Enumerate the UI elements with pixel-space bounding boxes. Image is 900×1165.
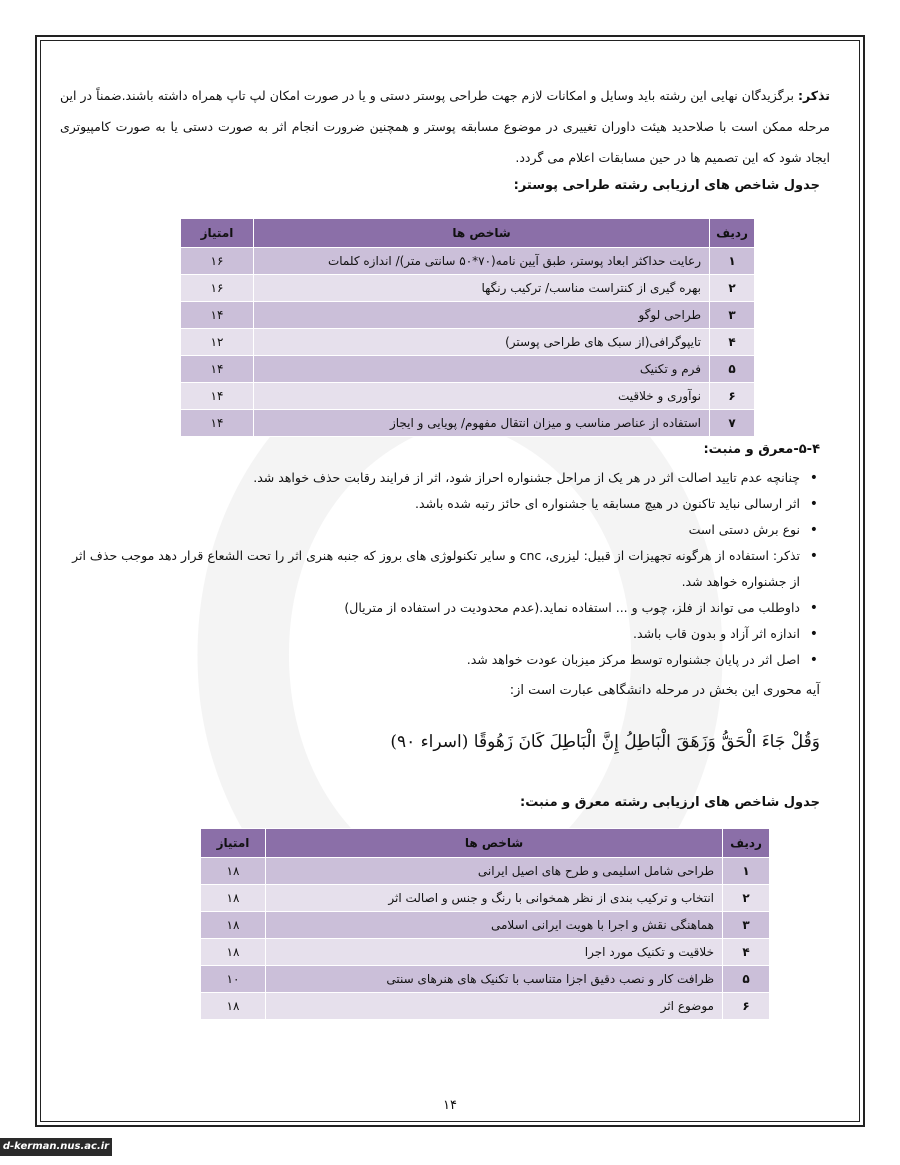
row-number: ۳ [723,912,770,939]
row-number: ۳ [710,302,755,329]
list-item: • اصل اثر در پایان جشنواره توسط مرکز میزبان عودت خواهد شد. [60,647,830,673]
score-cell: ۱۶ [181,248,254,275]
note-paragraph [60,80,830,173]
header-criteria: شاخص ها [254,219,710,248]
list-item: • داوطلب می تواند از فلز، چوب و ... استفاده نماید.(عدم محدودیت در استفاده از متریال) [60,595,830,621]
score-cell: ۱۸ [201,993,266,1020]
poster-criteria-table [180,218,755,437]
list-item: • تذکر: استفاده از هرگونه تجهیزات از قبیل: لیزری، cnc و سایر تکنولوژی های بروز که جنبه هنری اثر را تحت الشعاع قرار دهد موجب حذف اثر از جشنواره خواهد شد. [60,543,830,595]
table-row [181,302,755,329]
criteria-cell: بهره گیری از کنتراست مناسب/ ترکیب رنگها [254,275,710,302]
row-number: ۵ [723,966,770,993]
row-number: ۴ [710,329,755,356]
criteria-cell: تایپوگرافی(از سبک های طراحی پوستر) [254,329,710,356]
criteria-cell: طراحی شامل اسلیمی و طرح های اصیل ایرانی [266,858,723,885]
list-item: • نوع برش دستی است [60,517,830,543]
criteria-cell: انتخاب و ترکیب بندی از نظر همخوانی با رنگ و جنس و اصالت اثر [266,885,723,912]
section-heading: ۵-۴-معرق و منبت: [703,442,820,457]
row-number: ۱ [710,248,755,275]
header-score: امتیاز [181,219,254,248]
marquetry-table-heading: جدول شاخص های ارزیابی رشته معرق و منبت: [520,795,820,810]
note-label: تذکر: [798,88,830,103]
score-cell: ۱۰ [201,966,266,993]
table-row [181,275,755,302]
page-number: ۱۴ [443,1098,457,1113]
criteria-cell: استفاده از عناصر مناسب و میزان انتقال مفهوم/ پویایی و ایجاز [254,410,710,437]
score-cell: ۱۸ [201,885,266,912]
score-cell: ۱۴ [181,356,254,383]
table-row [181,356,755,383]
row-number: ۲ [710,275,755,302]
score-cell: ۱۴ [181,383,254,410]
score-cell: ۱۴ [181,302,254,329]
row-number: ۱ [723,858,770,885]
criteria-cell: هماهنگی نقش و اجرا با هویت ایرانی اسلامی [266,912,723,939]
row-number: ۶ [723,993,770,1020]
quran-verse: وَقُلْ جَاءَ الْحَقُّ وَزَهَقَ الْبَاطِلُ إِنَّ الْبَاطِلَ كَانَ زَهُوقًا (اسراء ۹۰) [390,732,820,752]
header-row-number: ردیف [723,829,770,858]
criteria-cell: رعایت حداکثر ابعاد پوستر، طبق آیین نامه(۷۰*۵۰ سانتی متر)/ اندازه کلمات [254,248,710,275]
row-number: ۷ [710,410,755,437]
table-row [201,939,770,966]
list-item: • اندازه اثر آزاد و بدون قاب باشد. [60,621,830,647]
header-row-number: ردیف [710,219,755,248]
table-row [181,248,755,275]
header-score: امتیاز [201,829,266,858]
criteria-cell: ظرافت کار و نصب دقیق اجزا متناسب با تکنیک های هنرهای سنتی [266,966,723,993]
row-number: ۵ [710,356,755,383]
table-row [201,885,770,912]
table-row [201,966,770,993]
score-cell: ۱۸ [201,912,266,939]
score-cell: ۱۲ [181,329,254,356]
header-criteria: شاخص ها [266,829,723,858]
rules-list [60,465,830,673]
row-number: ۶ [710,383,755,410]
row-number: ۴ [723,939,770,966]
criteria-cell: طراحی لوگو [254,302,710,329]
list-item: • چنانچه عدم تایید اصالت اثر در هر یک از مراحل جشنواره احراز شود، اثر از فرایند رقابت حذف خواهد شد. [60,465,830,491]
criteria-cell: خلاقیت و تکنیک مورد اجرا [266,939,723,966]
table-row [201,858,770,885]
poster-table-heading: جدول شاخص های ارزیابی رشته طراحی پوستر: [513,178,820,193]
score-cell: ۱۸ [201,858,266,885]
table-row [181,329,755,356]
score-cell: ۱۸ [201,939,266,966]
row-number: ۲ [723,885,770,912]
note-text: برگزیدگان نهایی این رشته باید وسایل و امکانات لازم جهت طراحی پوستر دستی و یا در صورت امکان لپ تاپ همراه داشته باشند.ضمناً در این مرحله ممکن است با صلاحدید هیئت داوران تغییری در موضوع مسابقه پوستر و همچنین ضرورت انجام اثر به صورت دستی یا به صورت کامپیوتری ایجاد شود که این تصمیم ها در حین مسابقات اعلام می گردد. [60,88,830,165]
verse-intro: آیه محوری این بخش در مرحله دانشگاهی عبارت است از: [509,683,820,698]
criteria-cell: نوآوری و خلاقیت [254,383,710,410]
table-row [181,383,755,410]
table-row [201,993,770,1020]
site-url-badge[interactable]: d-kerman.nus.ac.ir [0,1138,112,1156]
table-row [201,912,770,939]
score-cell: ۱۴ [181,410,254,437]
score-cell: ۱۶ [181,275,254,302]
table-header-row [201,829,770,858]
marquetry-criteria-table [200,828,770,1020]
criteria-cell: موضوع اثر [266,993,723,1020]
criteria-cell: فرم و تکنیک [254,356,710,383]
table-header-row [181,219,755,248]
list-item: • اثر ارسالی نباید تاکنون در هیچ مسابقه یا جشنواره ای حائز رتبه شده باشد. [60,491,830,517]
table-row [181,410,755,437]
